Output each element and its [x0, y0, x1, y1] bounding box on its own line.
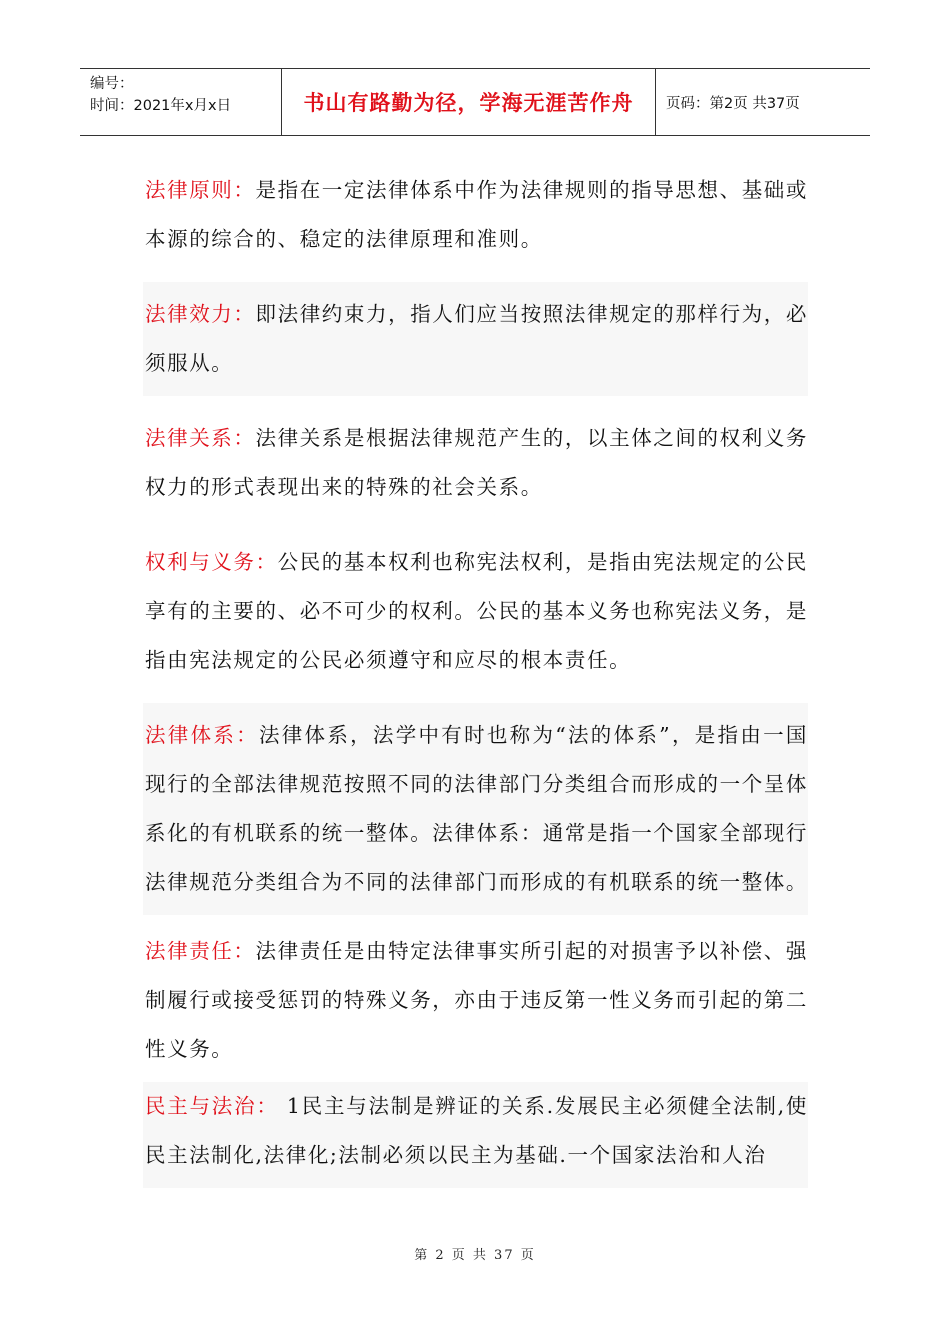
definition-entry [143, 919, 808, 1082]
definition-text: 是指在一定法律体系中作为法律规则的指导思想、基础或本源的综合的、稳定的法律原理和准则。 [145, 178, 808, 251]
definition-text: 法律体系，法学中有时也称为“法的体系”，是指由一国现行的全部法律规范按照不同的法律部门分类组合而形成的一个呈体系化的有机联系的统一整体。法律体系：通常是指一个国家全部现行法律规范分类组合为不同的法律部门而形成的有机联系的统一整体。 [145, 723, 809, 894]
definition-term: 法律关系： [145, 426, 256, 450]
definition-term: 民主与法治： [145, 1094, 279, 1118]
document-date-label: 时间：2021年x月x日 [90, 98, 232, 114]
definition-term: 法律原则： [145, 178, 256, 202]
page-header [80, 68, 870, 136]
definition-entry [143, 282, 808, 396]
document-body [143, 160, 808, 1188]
definition-text: 即法律约束力，指人们应当按照法律规定的那样行为，必须服从。 [145, 302, 808, 375]
definition-text: 1民主与法制是辨证的关系.发展民主必须健全法制,使民主法制化,法律化;法制必须以民主为基础.一个国家法治和人治 [145, 1094, 808, 1167]
definition-text: 法律关系是根据法律规范产生的，以主体之间的权利义务权力的形式表现出来的特殊的社会关系。 [145, 426, 808, 499]
definition-entry [143, 406, 808, 520]
header-page-cell [656, 69, 870, 135]
header-page-info: 页码：第2页 共37页 [666, 95, 800, 112]
page-footer: 第 2 页 共 37 页 [414, 1248, 536, 1263]
definition-term: 权利与义务： [145, 550, 278, 574]
header-motto-cell [282, 69, 656, 135]
definition-entry [143, 530, 808, 693]
header-motto: 书山有路勤为径，学海无涯苦作舟 [303, 91, 634, 115]
document-number-label: 编号： [90, 76, 134, 92]
definition-term: 法律体系： [145, 723, 259, 747]
definition-entry [143, 1082, 808, 1188]
definition-text: 公民的基本权利也称宪法权利，是指由宪法规定的公民享有的主要的、必不可少的权利。公民的基本义务也称宪法义务，是指由宪法规定的公民必须遵守和应尽的根本责任。 [145, 550, 809, 672]
header-meta-cell [80, 69, 282, 135]
definition-term: 法律效力： [145, 302, 256, 326]
definition-term: 法律责任： [145, 939, 256, 963]
definition-entry [143, 160, 808, 264]
definition-text: 法律责任是由特定法律事实所引起的对损害予以补偿、强制履行或接受惩罚的特殊义务，亦由于违反第一性义务而引起的第二性义务。 [145, 939, 808, 1061]
definition-entry [143, 703, 808, 915]
